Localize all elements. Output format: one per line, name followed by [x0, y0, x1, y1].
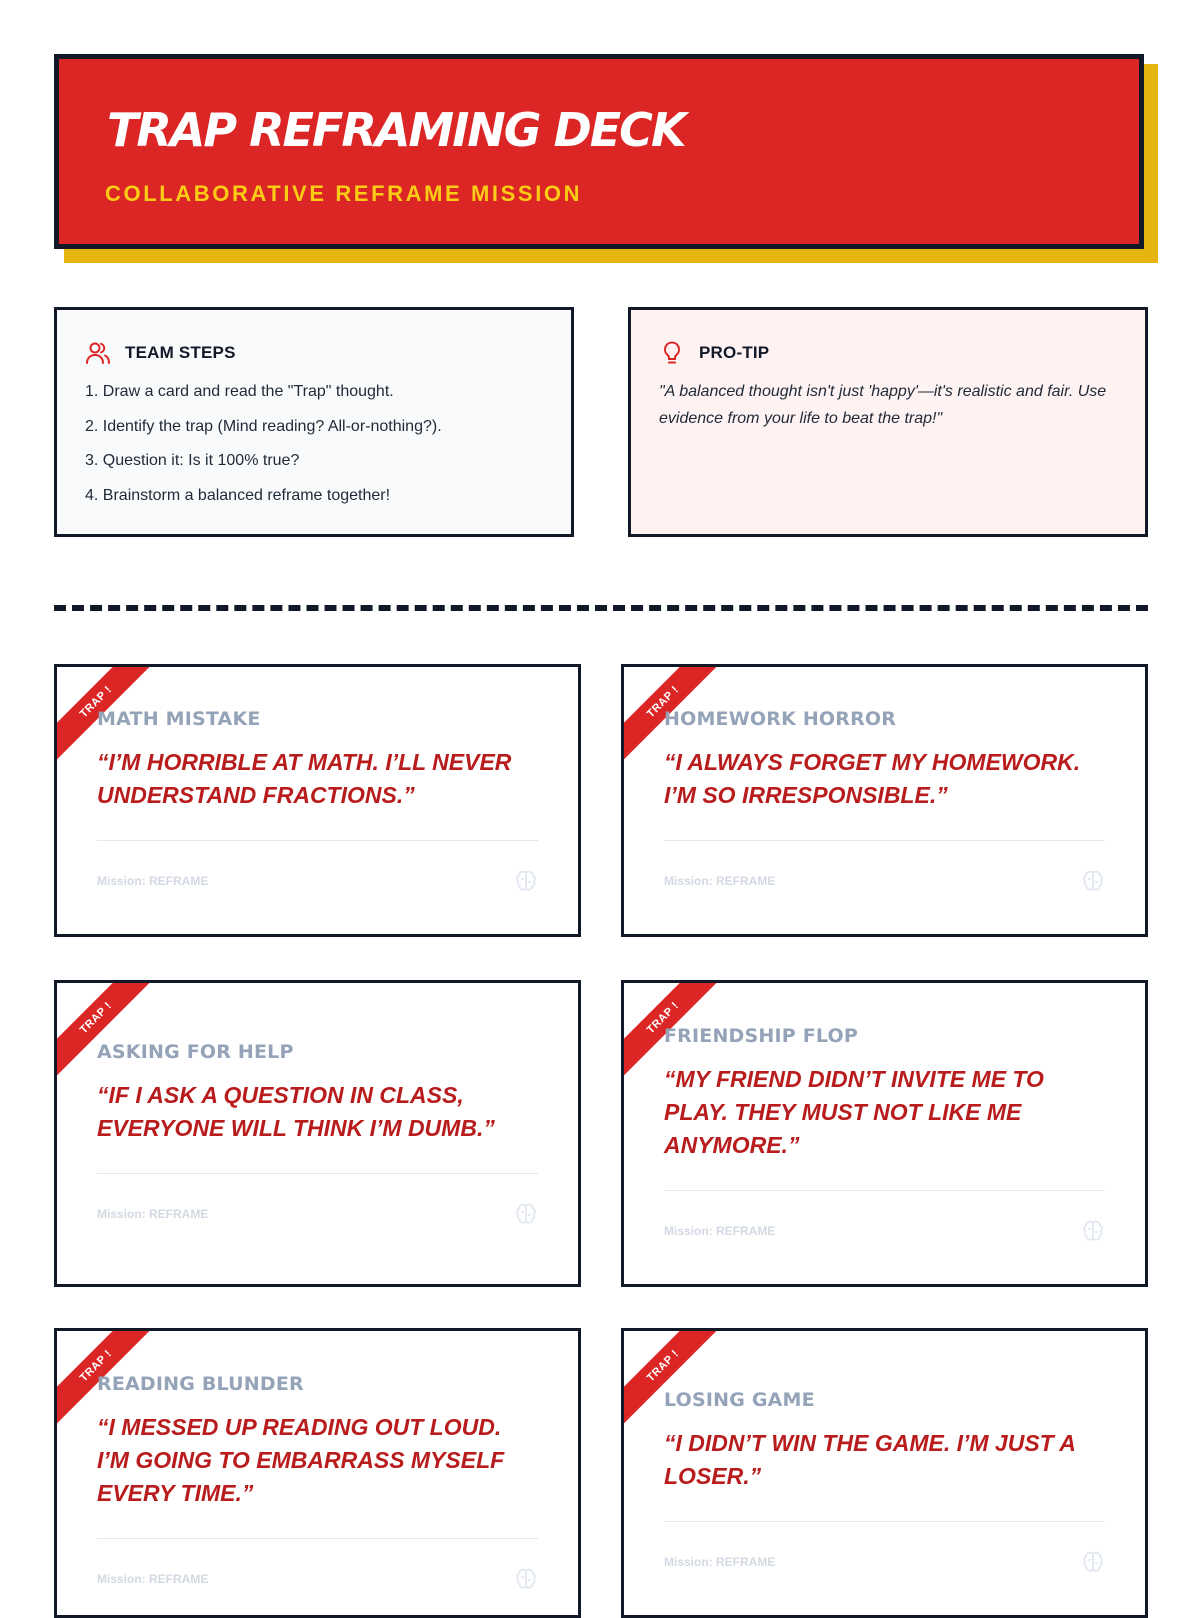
- card-quote: “MY FRIEND DIDN’T INVITE ME TO PLAY. THEY MUST NOT LIKE ME ANYMORE.”: [664, 1065, 1044, 1158]
- trap-card: [621, 1328, 1148, 1618]
- card-title: MATH MISTAKE: [97, 708, 261, 730]
- card-separator: [664, 1190, 1105, 1191]
- trap-ribbon: TRAP !: [621, 664, 725, 764]
- card-title: FRIENDSHIP FLOP: [664, 1024, 859, 1047]
- team-steps-panel: [54, 307, 574, 537]
- card-quote: “I DIDN’T WIN THE GAME. I’M JUST A LOSER.”: [664, 1430, 1076, 1489]
- card-quote: “I ALWAYS FORGET MY HOMEWORK. I’M SO IRRESPONSIBLE.”: [664, 749, 1081, 808]
- team-steps-label: TEAM STEPS: [125, 343, 236, 362]
- brain-icon: [514, 1567, 538, 1591]
- trap-card: [54, 1328, 581, 1618]
- trap-ribbon: TRAP !: [621, 980, 725, 1080]
- card-mission: Mission: REFRAME: [97, 1572, 209, 1586]
- card-separator: [97, 1173, 538, 1174]
- card-mission: Mission: REFRAME: [97, 874, 209, 888]
- card-mission: Mission: REFRAME: [664, 1555, 776, 1569]
- brain-icon: [1081, 869, 1105, 893]
- card-separator: [664, 840, 1105, 841]
- cut-line-divider: [54, 605, 1148, 611]
- trap-ribbon: TRAP !: [54, 664, 158, 764]
- card-quote: “I MESSED UP READING OUT LOUD. I’M GOING TO EMBARRASS MYSELF EVERY TIME.”: [97, 1414, 505, 1506]
- users-icon: [85, 340, 111, 366]
- card-separator: [97, 840, 538, 841]
- step-item: 4. Brainstorm a balanced reframe together!: [85, 486, 391, 504]
- pro-tip-label: PRO-TIP: [699, 343, 770, 362]
- header-banner: [54, 54, 1144, 249]
- step-item: 1. Draw a card and read the "Trap" thought.: [85, 383, 394, 400]
- card-quote: “I’M HORRIBLE AT MATH. I’LL NEVER UNDERSTAND FRACTIONS.”: [97, 749, 512, 808]
- lightbulb-icon: [659, 340, 685, 366]
- trap-card: [54, 980, 581, 1287]
- brain-icon: [514, 869, 538, 893]
- card-title: LOSING GAME: [664, 1389, 815, 1411]
- pro-tip-panel: [628, 307, 1148, 537]
- team-steps-header: [85, 340, 236, 366]
- card-separator: [97, 1538, 538, 1539]
- card-title: ASKING FOR HELP: [97, 1041, 294, 1063]
- trap-ribbon: TRAP !: [54, 980, 158, 1080]
- pro-tip-header: [659, 340, 769, 366]
- card-title: HOMEWORK HORROR: [664, 708, 897, 730]
- brain-icon: [514, 1202, 538, 1226]
- card-mission: Mission: REFRAME: [664, 1223, 776, 1238]
- card-quote: “IF I ASK A QUESTION IN CLASS, EVERYONE WILL THINK I’M DUMB.”: [97, 1082, 495, 1141]
- team-steps-list: [85, 382, 442, 520]
- trap-card: [54, 664, 581, 937]
- brain-icon: [1081, 1550, 1105, 1574]
- pro-tip-text: "A balanced thought isn't just 'happy'—it's realistic and fair. Use evidence from your life to beat the trap!": [659, 383, 1107, 427]
- card-mission: Mission: REFRAME: [664, 874, 776, 888]
- trap-card: [621, 980, 1148, 1287]
- card-mission: Mission: REFRAME: [97, 1207, 209, 1221]
- step-item: 2. Identify the trap (Mind reading? All-or-nothing?).: [85, 417, 442, 435]
- step-item: 3. Question it: Is it 100% true?: [85, 452, 300, 469]
- trap-card: [621, 664, 1148, 937]
- page-title: TRAP REFRAMING DECK: [107, 103, 685, 157]
- trap-ribbon: TRAP !: [621, 1328, 725, 1428]
- brain-icon: [1081, 1219, 1105, 1243]
- card-title: READING BLUNDER: [97, 1373, 304, 1395]
- trap-ribbon: TRAP !: [54, 1328, 158, 1428]
- page-subtitle: COLLABORATIVE REFRAME MISSION: [105, 181, 583, 206]
- card-separator: [664, 1521, 1105, 1522]
